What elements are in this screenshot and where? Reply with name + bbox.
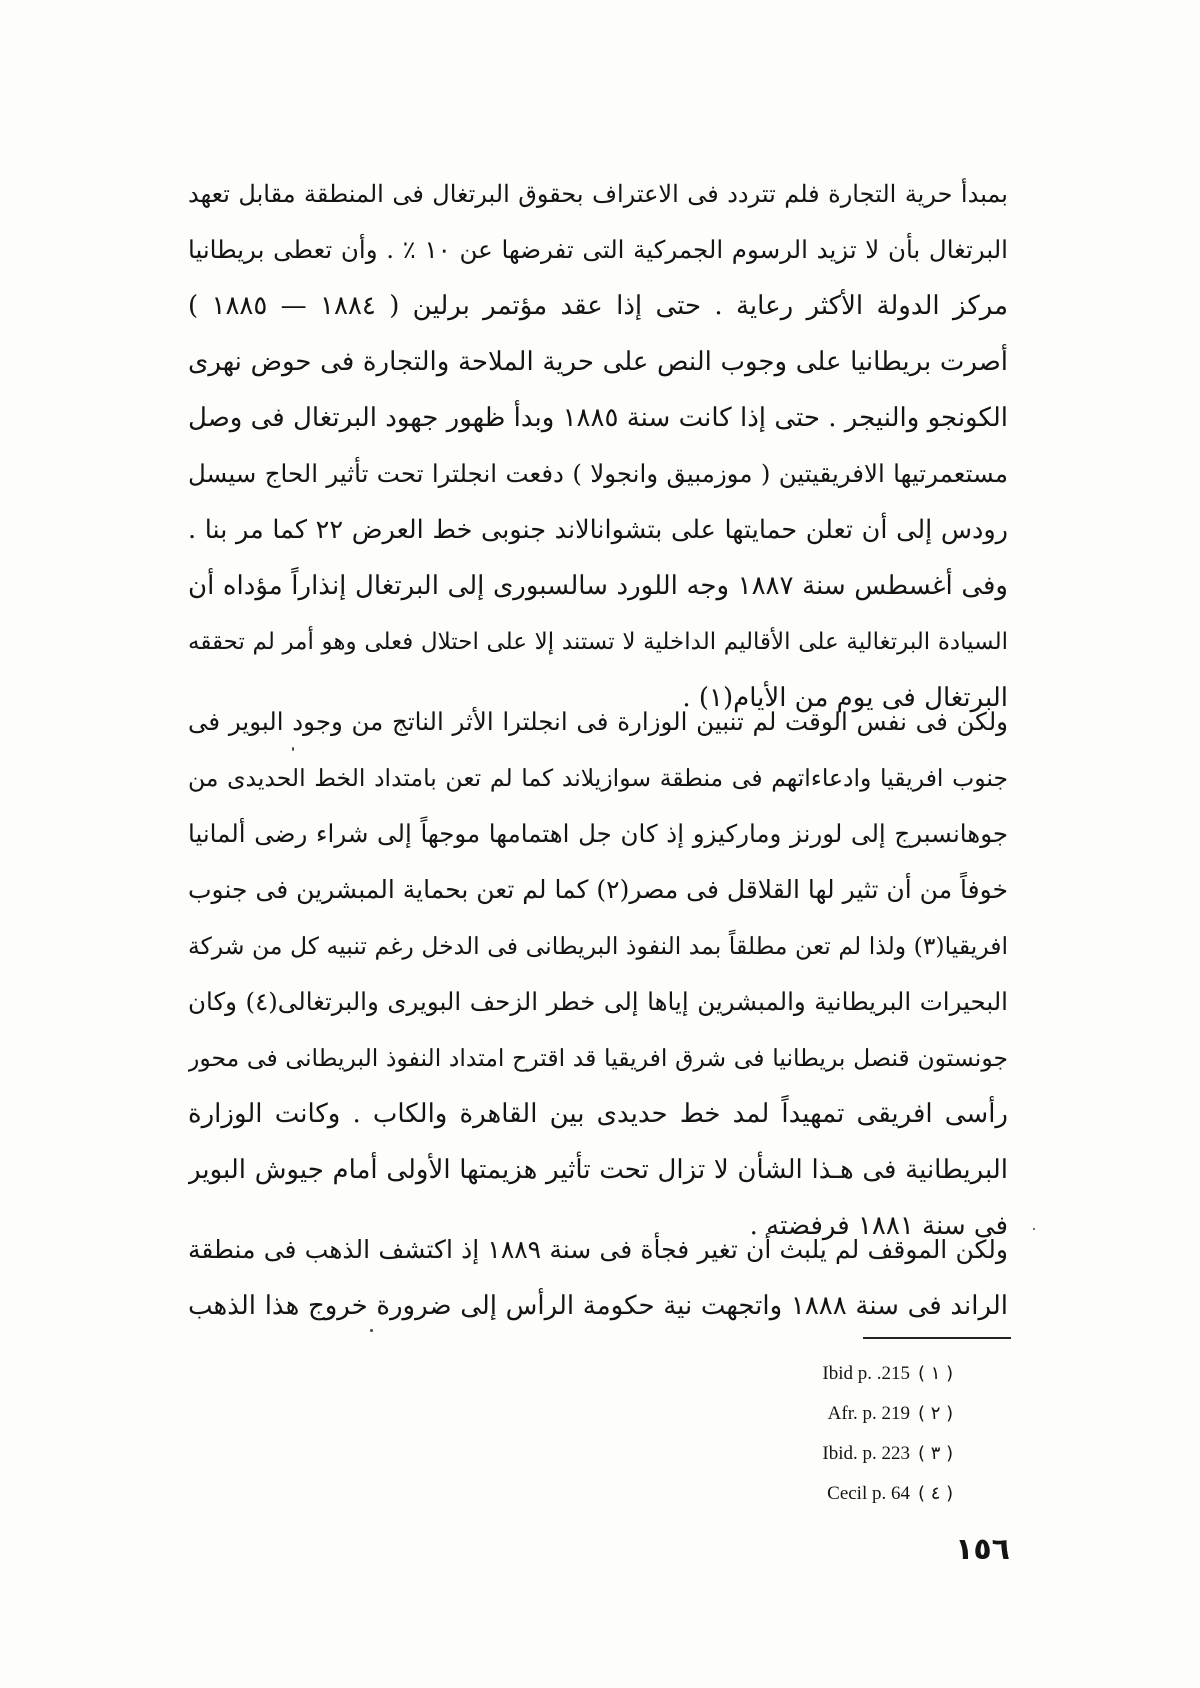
paragraph-1 bbox=[188, 166, 1008, 726]
text-line: جوهانسبرج إلى لورنز وماركيزو إذ كان جل اهتمامها موجهاً إلى شراء رضى ألمانيا bbox=[188, 819, 1008, 848]
text-line: مركز الدولة الأكثر رعاية . حتى إذا عقد مؤتمر برلين ( ١٨٨٤ — ١٨٨٥ ) bbox=[188, 291, 1008, 321]
text-line: جونستون قنصل بريطانيا فى شرق افريقيا قد اقترح امتداد النفوذ البريطانى فى محور bbox=[188, 1044, 1008, 1072]
text-line: فى سنة ١٨٨١ فرفضته . bbox=[749, 1211, 1008, 1241]
footnote-reference: Ibid. p. 223 bbox=[822, 1443, 910, 1464]
text-line: الراند فى سنة ١٨٨٨ واتجهت نية حكومة الرأس إلى ضرورة خروج هذا الذهب bbox=[188, 1291, 1008, 1321]
footnote-reference: Cecil p. 64 bbox=[827, 1483, 910, 1504]
footnote-item bbox=[760, 1354, 980, 1394]
text-line: مستعمرتيها الافريقيتين ( موزمبيق وانجولا ) دفعت انجلترا تحت تأثير الحاج سيسل bbox=[188, 459, 1008, 488]
scan-speck bbox=[292, 747, 294, 751]
footnote-reference: Ibid p. .215 bbox=[822, 1363, 910, 1384]
footnote-reference: Afr. p. 219 bbox=[827, 1403, 910, 1424]
footnotes bbox=[760, 1354, 980, 1514]
footnote-number: ( ٣ ) bbox=[918, 1443, 954, 1464]
footnote-number: ( ٢ ) bbox=[918, 1403, 954, 1424]
text-line: وفى أغسطس سنة ١٨٨٧ وجه اللورد سالسبورى إلى البرتغال إنذاراً مؤداه أن bbox=[188, 571, 1008, 601]
text-line: بمبدأ حرية التجارة فلم تتردد فى الاعتراف بحقوق البرتغال فى المنطقة مقابل تعهد bbox=[188, 180, 1008, 208]
text-line: رأسى افريقى تمهيداً لمد خط حديدى بين القاهرة والكاب . وكانت الوزارة bbox=[188, 1099, 1008, 1129]
text-line: ولكن فى نفس الوقت لم تنبين الوزارة فى انجلترا الأثر الناتج من وجود البوير فى bbox=[188, 707, 1008, 736]
footnote-number: ( ٤ ) bbox=[918, 1483, 954, 1504]
text-line: الكونجو والنيجر . حتى إذا كانت سنة ١٨٨٥ وبدأ ظهور جهود البرتغال فى وصل bbox=[188, 403, 1008, 433]
text-line: أصرت بريطانيا على وجوب النص على حرية الملاحة والتجارة فى حوض نهرى bbox=[188, 347, 1008, 377]
text-line: البحيرات البريطانية والمبشرين إياها إلى خطر الزحف البويرى والبرتغالى(٤) وكان bbox=[188, 987, 1008, 1016]
scan-speck bbox=[1033, 1228, 1035, 1230]
text-line: البرتغال بأن لا تزيد الرسوم الجمركية التى تفرضها عن ١٠ ٪ . وأن تعطى بريطانيا bbox=[188, 235, 1008, 264]
text-line: جنوب افريقيا وادعاءاتهم فى منطقة سوازيلاند كما لم تعن بامتداد الخط الحديدى من bbox=[188, 764, 1008, 792]
text-line: ولكن الموقف لم يلبث أن تغير فجأة فى سنة ١٨٨٩ إذ اكتشف الذهب فى منطقة bbox=[188, 1235, 1008, 1264]
page-number: ١٥٦ bbox=[955, 1532, 1010, 1567]
text-line: رودس إلى أن تعلن حمايتها على بتشوانالاند جنوبى خط العرض ٢٢ كما مر بنا . bbox=[188, 515, 1008, 545]
footnote-item bbox=[760, 1394, 980, 1434]
text-line: افريقيا(٣) ولذا لم تعن مطلقاً بمد النفوذ البريطانى فى الدخل رغم تنبيه كل من شركة bbox=[188, 932, 1008, 960]
footnote-item bbox=[760, 1474, 980, 1514]
footnote-item bbox=[760, 1434, 980, 1474]
text-line: خوفاً من أن تثير لها القلاقل فى مصر(٢) كما لم تعن بحماية المبشرين فى جنوب bbox=[188, 875, 1008, 904]
footnote-divider bbox=[863, 1337, 1011, 1339]
text-line: السيادة البرتغالية على الأقاليم الداخلية لا تستند إلا على احتلال فعلى وهو أمر لم تحققه bbox=[188, 629, 1008, 655]
paragraph-2 bbox=[188, 694, 1008, 1254]
scan-speck bbox=[370, 1329, 373, 1332]
paragraph-3 bbox=[188, 1222, 1008, 1334]
text-line: البريطانية فى هـذا الشأن لا تزال تحت تأثير هزيمتها الأولى أمام جيوش البوير bbox=[188, 1155, 1008, 1185]
footnote-number: ( ١ ) bbox=[918, 1363, 954, 1384]
text-line: البرتغال فى يوم من الأيام(١) . bbox=[682, 683, 1008, 713]
